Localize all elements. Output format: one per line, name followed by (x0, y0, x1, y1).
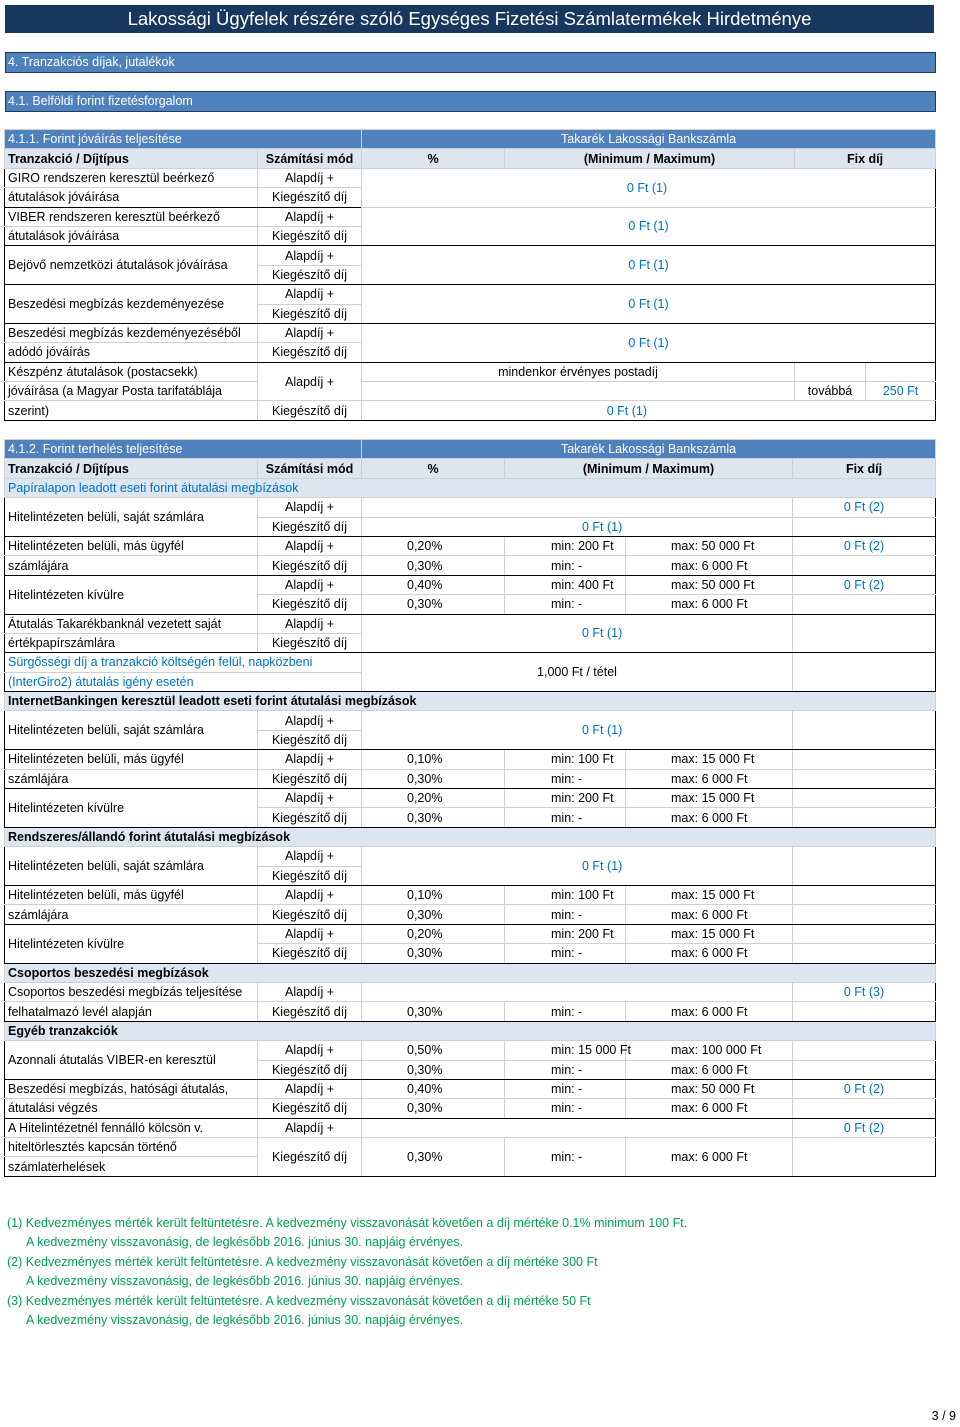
subsection-internetbanking: InternetBankingen keresztül leadott eseti forint átutalási megbízások (5, 692, 936, 711)
min-value: - (578, 1082, 583, 1097)
min-label: min: (551, 1004, 575, 1019)
footnote-3: (3) Kedvezményes mérték került feltüntetésre. A kedvezmény visszavonását követően a díj mértéke 50 Ft (7, 1293, 591, 1308)
min-value: - (578, 597, 583, 612)
method-extra: Kiegészítő díj (258, 188, 362, 207)
method-base: Alapdíj + (258, 246, 362, 265)
fix-fee: 0 Ft (2) (793, 575, 936, 594)
min-label: min: (551, 791, 575, 806)
max-value: 15 000 Ft (701, 926, 755, 941)
max-value: 6 000 Ft (701, 946, 748, 961)
row-label: Hitelintézeten kívülre (5, 924, 258, 963)
percent: 0,10% (362, 885, 505, 904)
max-value: 6 000 Ft (701, 1101, 748, 1116)
method-extra: Kiegészítő díj (258, 1002, 362, 1021)
method-extra: Kiegészítő díj (258, 1099, 362, 1118)
row-label: Hitelintézeten belüli, más ügyfél (5, 750, 258, 769)
min-value: 100 Ft (578, 752, 614, 767)
max-label: max: (671, 752, 699, 767)
fix-fee: 0 Ft (2) (793, 1118, 936, 1137)
max-label: max: (671, 791, 699, 806)
max-label: max: (671, 946, 699, 961)
urgent-fee: 1,000 Ft / tétel (362, 653, 793, 692)
table-header-row (5, 130, 936, 149)
max-label: max: (671, 1043, 699, 1058)
row-label: átutalások jóváírása (5, 226, 258, 245)
method-extra: Kiegészítő díj (258, 1060, 362, 1079)
max-value: 50 000 Ft (701, 577, 755, 592)
row-label: VIBER rendszeren keresztül beérkező (5, 207, 258, 226)
max-value: 6 000 Ft (701, 1149, 748, 1164)
fee-value: 0 Ft (1) (362, 323, 936, 362)
min-value: - (578, 771, 583, 786)
method-base: Alapdíj + (258, 575, 362, 594)
min-value: - (578, 1149, 583, 1164)
section-4-heading: 4. Tranzakciós díjak, jutalékok (5, 52, 936, 73)
row-label: számlaterhelések (5, 1157, 258, 1176)
table-row (5, 769, 936, 788)
row-label: jóváírása (a Magyar Posta tarifatáblája (5, 382, 258, 401)
method-extra: Kiegészítő díj (258, 595, 362, 614)
min-label: min: (551, 1062, 575, 1077)
table-row (5, 207, 936, 226)
max-value: 15 000 Ft (701, 752, 755, 767)
min-label: min: (551, 1149, 575, 1164)
max-value: 6 000 Ft (701, 907, 748, 922)
percent: 0,40% (362, 575, 505, 594)
row-label: átutalások jóváírása (5, 188, 258, 207)
method-base: Alapdíj + (258, 847, 362, 866)
fee-value-text: 0 Ft (1) (606, 403, 648, 418)
row-label: Hitelintézeten belüli, saját számlára (5, 847, 258, 886)
tovabba-text: továbbá (795, 382, 866, 401)
max-value: 6 000 Ft (701, 597, 748, 612)
method-extra: Kiegészítő díj (258, 343, 362, 362)
row-label: Beszedési megbízás, hatósági átutalás, (5, 1079, 258, 1098)
min-value: - (578, 558, 583, 573)
table-row (5, 1041, 936, 1060)
method-base: Alapdíj + (258, 982, 362, 1001)
fee-value: 0 Ft (1) (582, 859, 623, 874)
col-header-minmax: (Minimum / Maximum) (505, 459, 793, 478)
method-extra: Kiegészítő díj (258, 905, 362, 924)
row-label: Hitelintézeten kívülre (5, 575, 258, 614)
max-value: 6 000 Ft (701, 1062, 748, 1077)
table-row (5, 1002, 936, 1021)
percent: 0,20% (362, 536, 505, 555)
table-title: 4.1.1. Forint jóváírás teljesítése (5, 130, 362, 149)
fix-fee: 0 Ft (2) (793, 1079, 936, 1098)
method-extra: Kiegészítő díj (258, 944, 362, 963)
method-base: Alapdíj + (258, 536, 362, 555)
table-forint-jovairas (4, 129, 936, 421)
method-extra: Kiegészítő díj (258, 1138, 362, 1177)
min-value: - (578, 810, 583, 825)
row-label: A Hitelintézetnél fennálló kölcsön v. (5, 1118, 258, 1137)
method-base: Alapdíj + (258, 1079, 362, 1098)
min-label: min: (551, 752, 575, 767)
method-extra: Kiegészítő díj (258, 556, 362, 575)
row-label: Hitelintézeten belüli, más ügyfél (5, 536, 258, 555)
row-label: Sürgősségi díj a tranzakció költségén felül, napközbeni (5, 653, 362, 672)
min-value: - (578, 907, 583, 922)
fee-value: 0 Ft (1) (362, 168, 936, 207)
table-row (5, 1099, 936, 1118)
subsection-paper: Papíralapon leadott eseti forint átutalási megbízások (5, 478, 936, 497)
min-label: min: (551, 888, 575, 903)
method-base: Alapdíj + (258, 885, 362, 904)
row-label: átutalási végzés (5, 1099, 258, 1118)
method-extra: Kiegészítő díj (258, 769, 362, 788)
fee-value (362, 401, 936, 420)
col-header-percent: % (362, 459, 505, 478)
footnotes (7, 1214, 937, 1330)
row-label: Csoportos beszedési megbízás teljesítése (5, 982, 258, 1001)
max-value: 15 000 Ft (701, 888, 755, 903)
table-row (5, 498, 936, 517)
row-label: számlájára (5, 769, 258, 788)
max-label: max: (671, 907, 699, 922)
percent: 0,30% (362, 556, 505, 575)
min-label: min: (551, 926, 575, 941)
table-row (5, 905, 936, 924)
table-row (5, 323, 936, 342)
max-value: 100 000 Ft (701, 1043, 762, 1058)
percent: 0,30% (362, 808, 505, 827)
page-number: 3 / 9 (931, 1409, 956, 1423)
fix-fee: 250 Ft (866, 382, 936, 401)
method-base: Alapdíj + (258, 207, 362, 226)
footnote-2-validity: A kedvezmény visszavonásig, de legkésőbb 2016. június 30. napjáig érvényes. (26, 1274, 464, 1289)
min-value: - (578, 1004, 583, 1019)
method-extra: Kiegészítő díj (258, 730, 362, 749)
subsection-row (5, 827, 936, 846)
table-row (5, 711, 936, 730)
table-row (5, 1079, 936, 1098)
fix-fee: 0 Ft (2) (793, 498, 936, 517)
col-header-method: Számítási mód (258, 149, 362, 168)
percent: 0,20% (362, 924, 505, 943)
table-forint-terheles (4, 439, 936, 1177)
table-row (5, 789, 936, 808)
max-value: 6 000 Ft (701, 810, 748, 825)
fix-fee: 0 Ft (2) (793, 536, 936, 555)
min-value: 200 Ft (578, 539, 614, 554)
row-label: Átutalás Takarékbanknál vezetett saját (5, 614, 258, 633)
row-label: szerint) (5, 401, 258, 420)
method-base: Alapdíj + (258, 750, 362, 769)
percent: 0,30% (362, 1060, 505, 1079)
method-extra: Kiegészítő díj (258, 808, 362, 827)
max-label: max: (671, 810, 699, 825)
max-value: 50 000 Ft (701, 539, 755, 554)
method-extra: Kiegészítő díj (258, 633, 362, 652)
table-row (5, 575, 936, 594)
method-base: Alapdíj + (258, 614, 362, 633)
row-label: számlájára (5, 556, 258, 575)
fee-value: 0 Ft (1) (582, 626, 623, 641)
min-label: min: (551, 558, 575, 573)
min-value: - (578, 946, 583, 961)
subsection-row (5, 1021, 936, 1040)
method-extra: Kiegészítő díj (258, 866, 362, 885)
fee-value: 0 Ft (1) (582, 519, 623, 534)
percent: 0,30% (362, 769, 505, 788)
row-label: Hitelintézeten kívülre (5, 789, 258, 828)
col-header-fix: Fix díj (793, 459, 936, 478)
max-label: max: (671, 577, 699, 592)
method-base: Alapdíj + (258, 323, 362, 342)
percent: 0,20% (362, 789, 505, 808)
percent: 0,30% (362, 944, 505, 963)
col-header-minmax: (Minimum / Maximum) (505, 149, 795, 168)
min-value: - (578, 1101, 583, 1116)
method-extra: Kiegészítő díj (258, 401, 362, 420)
table-row (5, 1118, 936, 1137)
min-label: min: (551, 946, 575, 961)
table-row (5, 982, 936, 1001)
method-base: Alapdíj + (258, 924, 362, 943)
min-value: 200 Ft (578, 926, 614, 941)
max-label: max: (671, 597, 699, 612)
table-row (5, 885, 936, 904)
col-header-type: Tranzakció / Díjtípus (5, 149, 258, 168)
table-row (5, 285, 936, 304)
max-label: max: (671, 1149, 699, 1164)
percent: 0,10% (362, 750, 505, 769)
percent: 0,50% (362, 1041, 505, 1060)
table-row (5, 556, 936, 575)
col-header-fix: Fix díj (795, 149, 936, 168)
table-row (5, 614, 936, 633)
row-label: hiteltörlesztés kapcsán történő (5, 1138, 258, 1157)
method-extra: Kiegészítő díj (258, 517, 362, 536)
max-value: 6 000 Ft (701, 1004, 748, 1019)
section-4-1-heading: 4.1. Belföldi forint fizetésforgalom (5, 91, 936, 112)
table-row (5, 924, 936, 943)
subsection-other: Egyéb tranzakciók (5, 1021, 936, 1040)
col-header-type: Tranzakció / Díjtípus (5, 459, 258, 478)
column-header-row (5, 459, 936, 478)
max-label: max: (671, 771, 699, 786)
method-extra: Kiegészítő díj (258, 265, 362, 284)
table-row (5, 1138, 936, 1157)
footnote-1-validity: A kedvezmény visszavonásig, de legkésőbb 2016. június 30. napjáig érvényes. (26, 1235, 464, 1250)
max-value: 15 000 Ft (701, 791, 755, 806)
method-base: Alapdíj + (258, 1041, 362, 1060)
subsection-direct-debit: Csoportos beszedési megbízások (5, 963, 936, 982)
method-base: Alapdíj + (258, 362, 362, 401)
row-label: Hitelintézeten belüli, más ügyfél (5, 885, 258, 904)
max-value: 6 000 Ft (701, 558, 748, 573)
max-label: max: (671, 926, 699, 941)
fee-value: 0 Ft (1) (362, 207, 936, 246)
min-value: 15 000 Ft (578, 1043, 631, 1058)
max-label: max: (671, 1082, 699, 1097)
max-label: max: (671, 1004, 699, 1019)
fee-value: 0 Ft (1) (582, 723, 623, 738)
table-row (5, 382, 936, 401)
subsection-row (5, 478, 936, 497)
table-row (5, 246, 936, 265)
col-header-method: Számítási mód (258, 459, 362, 478)
row-label: Azonnali átutalás VIBER-en keresztül (5, 1041, 258, 1080)
document-title: Lakossági Ügyfelek részére szóló Egységes Fizetési Számlatermékek Hirdetménye (5, 5, 934, 33)
max-value: 6 000 Ft (701, 771, 748, 786)
min-label: min: (551, 1101, 575, 1116)
table-row (5, 401, 936, 420)
min-value: 200 Ft (578, 791, 614, 806)
footnote-1: (1) Kedvezményes mérték került feltüntetésre. A kedvezmény visszavonását követően a díj mértéke 0.1% minimum 100 Ft. (7, 1216, 688, 1230)
method-base: Alapdíj + (258, 498, 362, 517)
table-row (5, 168, 936, 187)
max-label: max: (671, 558, 699, 573)
subsection-row (5, 692, 936, 711)
method-base: Alapdíj + (258, 168, 362, 187)
percent: 0,30% (362, 595, 505, 614)
row-label: Hitelintézeten belüli, saját számlára (5, 711, 258, 750)
min-label: min: (551, 907, 575, 922)
row-label: Bejövő nemzetközi átutalások jóváírása (5, 246, 258, 285)
table-row (5, 362, 936, 381)
fee-value: 0 Ft (1) (362, 285, 936, 324)
postage-note: mindenkor érvényes postadíj (362, 362, 795, 381)
row-label: adódó jóváírás (5, 343, 258, 362)
method-base: Alapdíj + (258, 285, 362, 304)
product-name: Takarék Lakossági Bankszámla (362, 130, 936, 149)
max-label: max: (671, 1062, 699, 1077)
max-value: 50 000 Ft (701, 1082, 755, 1097)
min-value: - (578, 1062, 583, 1077)
method-extra: Kiegészítő díj (258, 226, 362, 245)
table-row (5, 653, 936, 672)
min-value: 400 Ft (578, 577, 614, 592)
min-label: min: (551, 597, 575, 612)
method-base: Alapdíj + (258, 711, 362, 730)
min-label: min: (551, 771, 575, 786)
percent: 0,30% (362, 1099, 505, 1118)
min-label: min: (551, 539, 575, 554)
column-header-row (5, 149, 936, 168)
table-row (5, 750, 936, 769)
footnote-3-validity: A kedvezmény visszavonásig, de legkésőbb 2016. június 30. napjáig érvényes. (26, 1313, 464, 1328)
table-row (5, 536, 936, 555)
row-label: számlájára (5, 905, 258, 924)
row-label: Beszedési megbízás kezdeményezéséből (5, 323, 258, 342)
col-header-percent: % (362, 149, 505, 168)
row-label: felhatalmazó levél alapján (5, 1002, 258, 1021)
min-value: 100 Ft (578, 888, 614, 903)
subsection-row (5, 963, 936, 982)
min-label: min: (551, 577, 575, 592)
row-label: Készpénz átutalások (postacsekk) (5, 362, 258, 381)
row-label: Hitelintézeten belüli, saját számlára (5, 498, 258, 537)
percent: 0,30% (362, 905, 505, 924)
percent: 0,30% (362, 1002, 505, 1021)
min-label: min: (551, 1082, 575, 1097)
max-label: max: (671, 1101, 699, 1116)
table-row (5, 847, 936, 866)
percent: 0,30% (362, 1138, 505, 1177)
row-label: Beszedési megbízás kezdeményezése (5, 285, 258, 324)
max-label: max: (671, 539, 699, 554)
row-label: GIRO rendszeren keresztül beérkező (5, 168, 258, 187)
percent: 0,40% (362, 1079, 505, 1098)
table-title: 4.1.2. Forint terhelés teljesítése (5, 440, 362, 459)
table-header-row (5, 440, 936, 459)
footnote-2: (2) Kedvezményes mérték került feltüntetésre. A kedvezmény visszavonását követően a díj mértéke 300 Ft (7, 1254, 598, 1269)
min-label: min: (551, 1043, 575, 1058)
row-label: értékpapírszámlára (5, 633, 258, 652)
subsection-standing-orders: Rendszeres/állandó forint átutalási megbízások (5, 827, 936, 846)
max-label: max: (671, 888, 699, 903)
fix-fee: 0 Ft (3) (793, 982, 936, 1001)
fee-value: 0 Ft (1) (362, 246, 936, 285)
min-label: min: (551, 810, 575, 825)
method-extra: Kiegészítő díj (258, 304, 362, 323)
product-name: Takarék Lakossági Bankszámla (362, 440, 936, 459)
row-label: (InterGiro2) átutalás igény esetén (5, 672, 362, 691)
method-base: Alapdíj + (258, 1118, 362, 1137)
method-base: Alapdíj + (258, 789, 362, 808)
